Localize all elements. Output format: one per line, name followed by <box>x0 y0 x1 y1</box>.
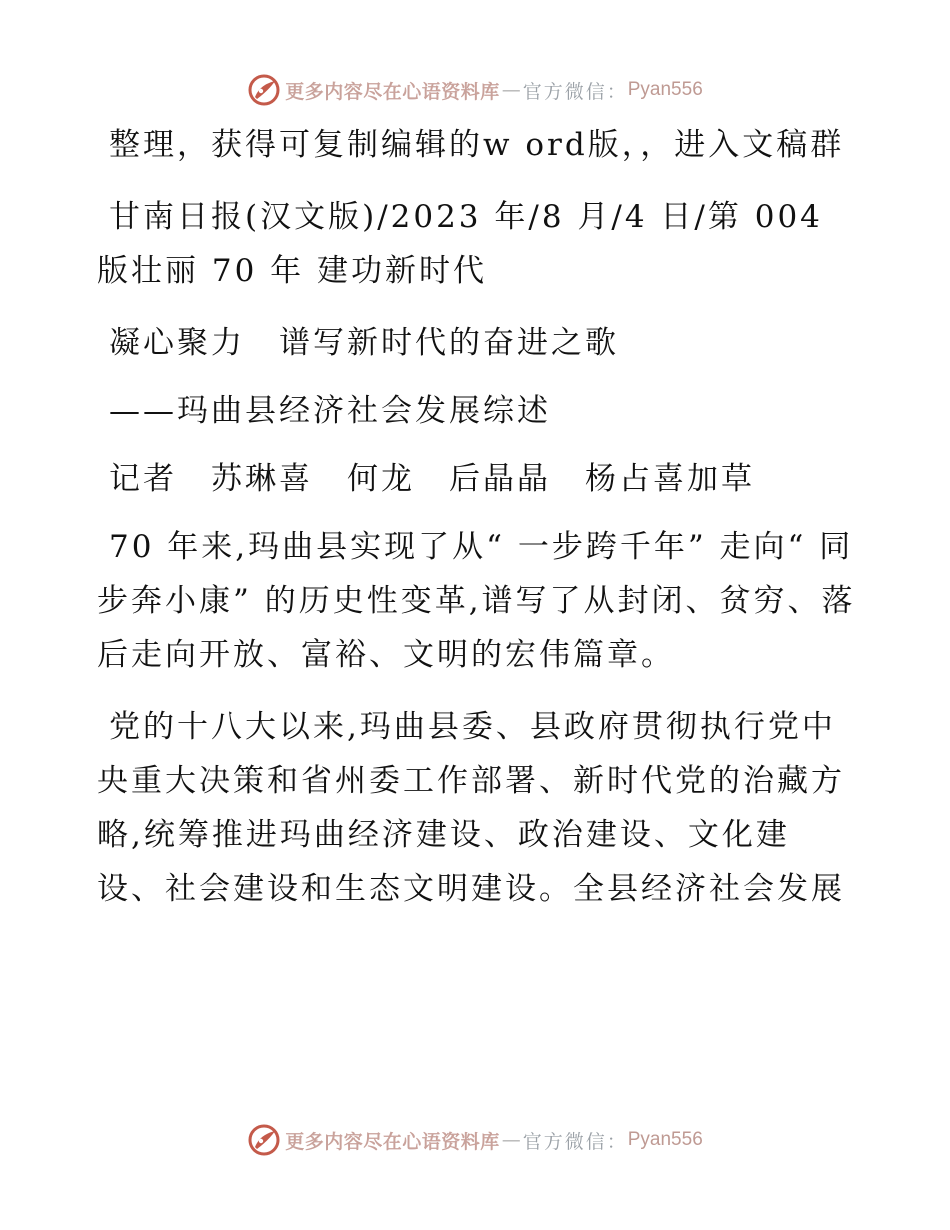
watermark-dash: — <box>501 1129 521 1151</box>
paragraph-body-1: 70 年来,玛曲县实现了从“ 一步跨千年” 走向“ 同步奔小康” 的历史性变革,谱写了从封闭、贫穷、落后走向开放、富裕、文明的宏伟篇章。 <box>97 529 856 673</box>
watermark-sub-text: 官方微信： <box>522 80 628 103</box>
logo-icon <box>247 73 281 107</box>
watermark-dash: — <box>501 79 521 101</box>
watermark-header <box>0 70 950 110</box>
watermark-main-text: 更多内容尽在心语资料库 <box>285 1130 500 1153</box>
watermark-footer <box>0 1120 950 1160</box>
paragraph-body-2: 党的十八大以来,玛曲县委、县政府贯彻执行党中央重大决策和省州委工作部署、新时代党的治藏方略,统筹推进玛曲经济建设、政治建设、文化建设、社会建设和生态文明建设。全县经济社会发展 <box>97 709 845 907</box>
paragraph-source: 甘南日报(汉文版)/2023 年/8 月/4 日/第 004 版壮丽 70 年 建功新时代 <box>97 199 823 289</box>
watermark-sub-text: 官方微信： <box>522 1130 628 1153</box>
paragraph-intro: 整理，获得可复制编辑的w ord版，，进入文稿群 <box>109 127 845 163</box>
article-subtitle: ——玛曲县经济社会发展综述 <box>109 393 551 429</box>
watermark-wechat-id: Pyan556 <box>627 79 703 100</box>
logo-icon <box>247 1123 281 1157</box>
article-byline: 记者 苏琳喜 何龙 后晶晶 杨占喜加草 <box>109 461 755 497</box>
watermark-main-text: 更多内容尽在心语资料库 <box>285 80 500 103</box>
article-title: 凝心聚力 谱写新时代的奋进之歌 <box>109 325 619 361</box>
watermark-wechat-id: Pyan556 <box>627 1129 703 1150</box>
document-body <box>97 118 857 934</box>
